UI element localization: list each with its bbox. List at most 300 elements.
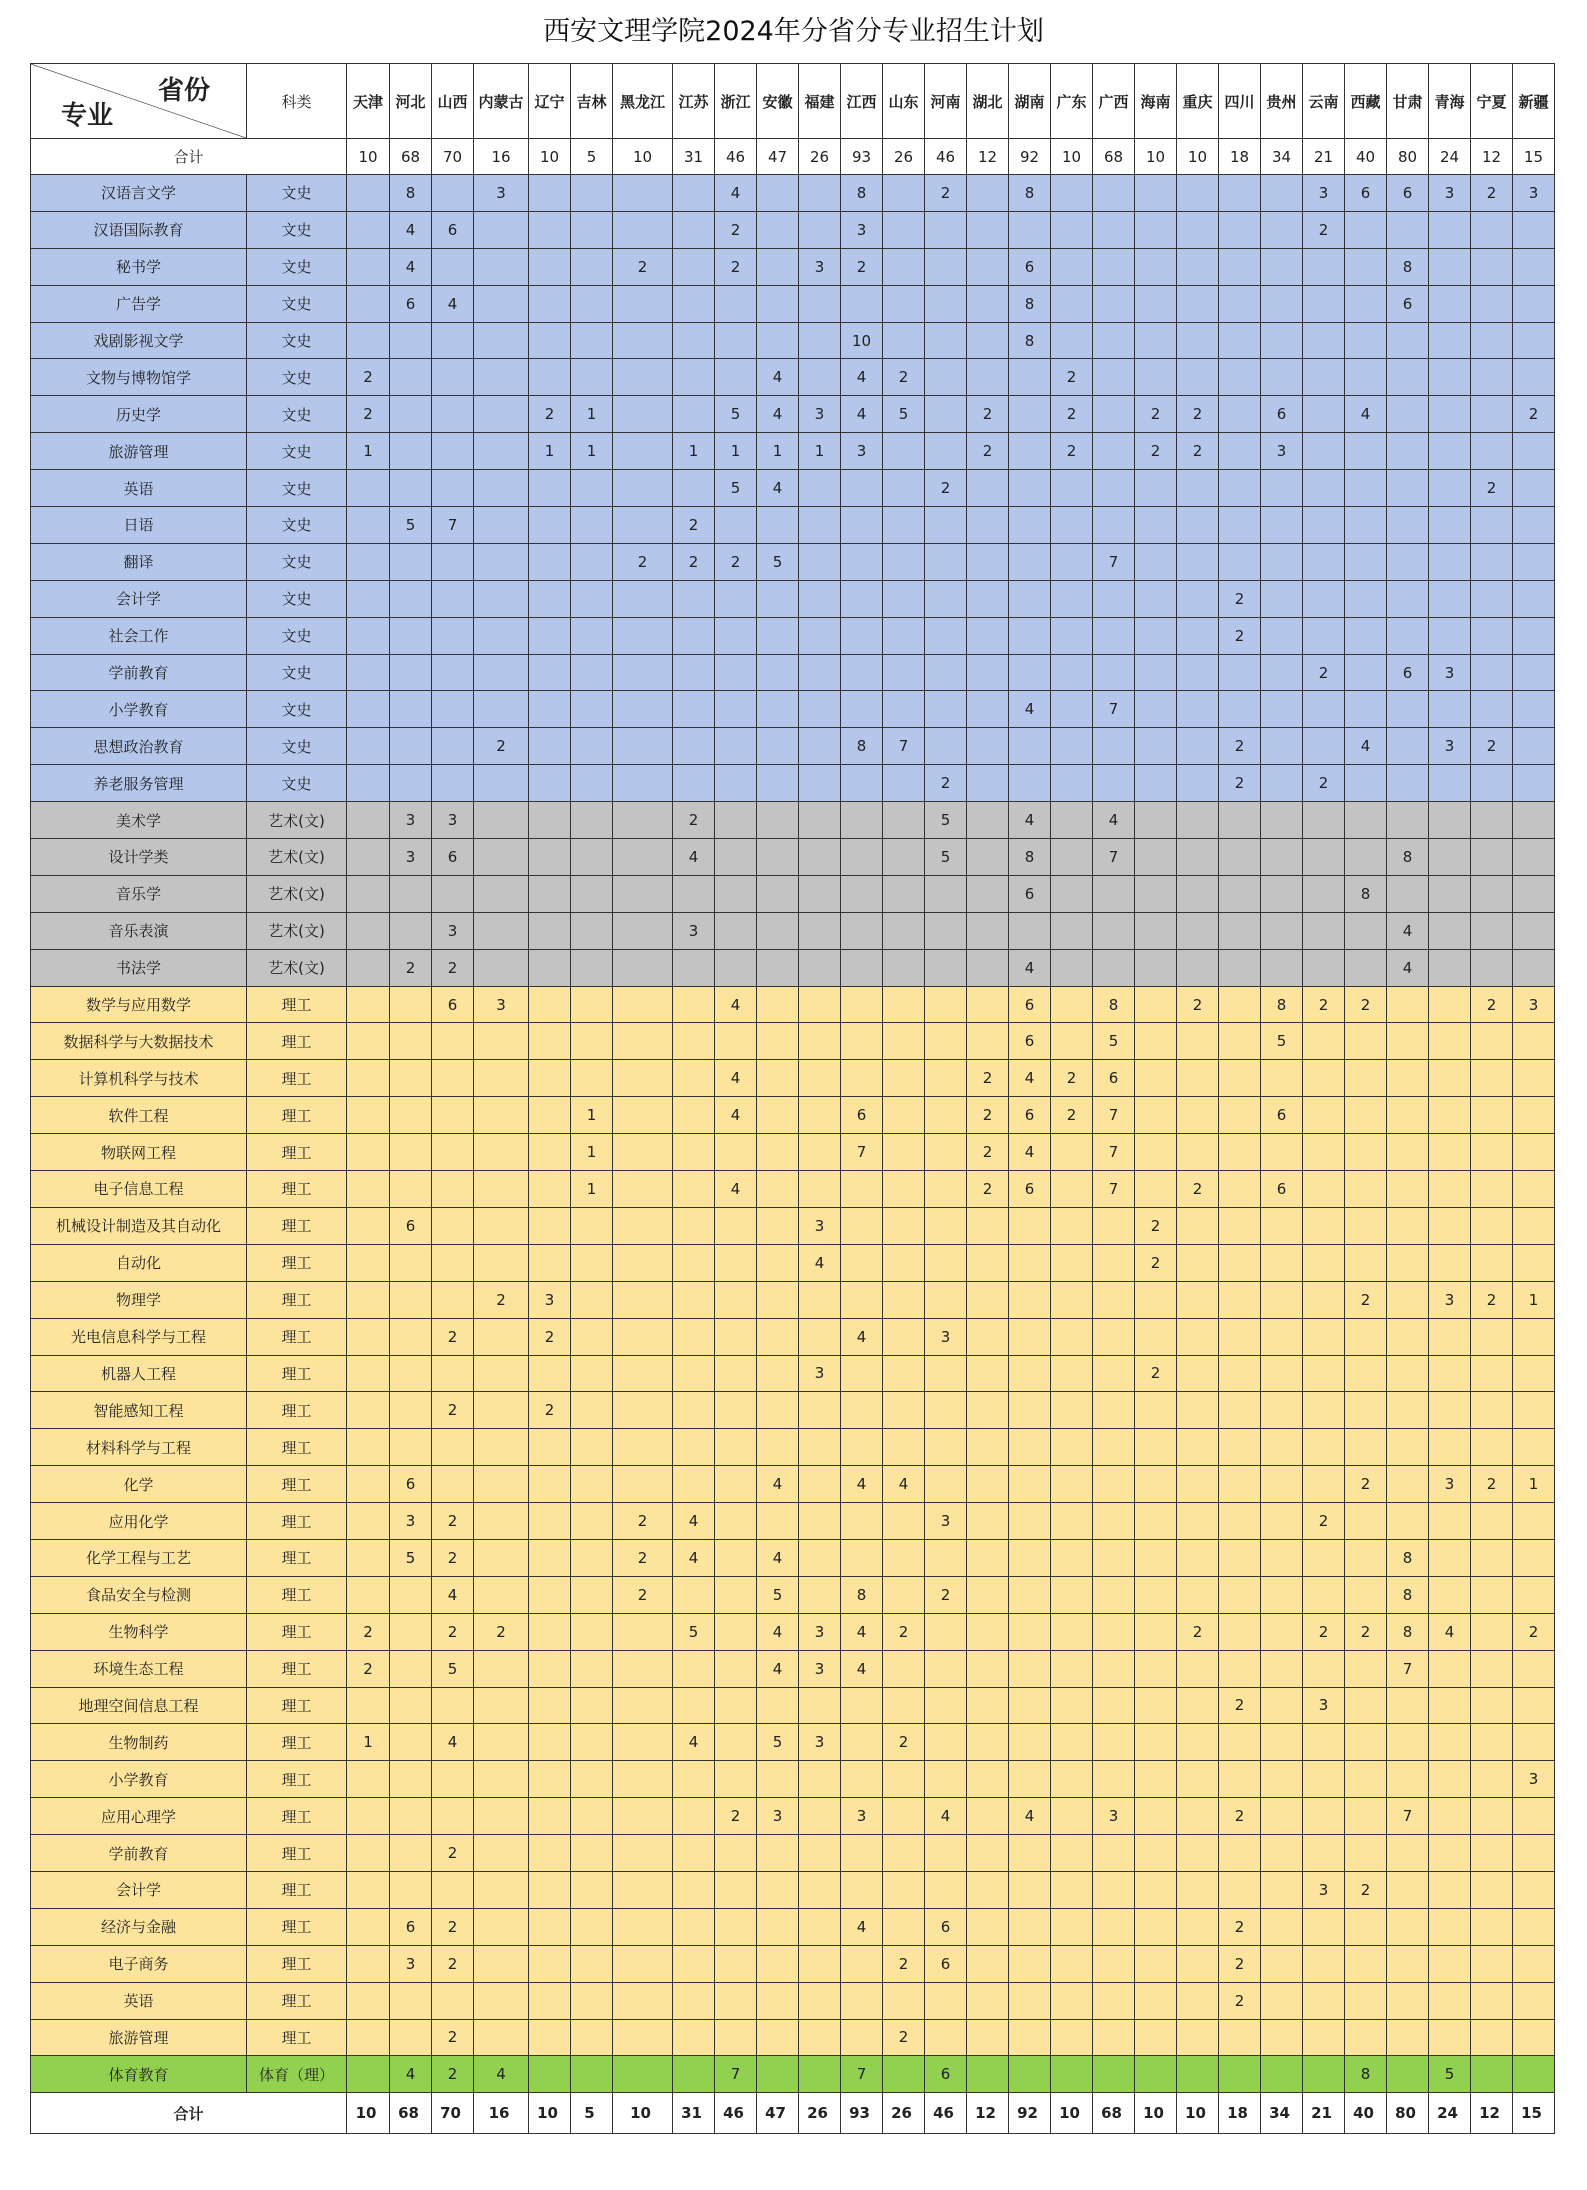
- quota-cell: [1177, 1576, 1219, 1613]
- quota-cell: [1387, 1207, 1429, 1244]
- quota-cell: [925, 543, 967, 580]
- quota-cell: [1429, 1171, 1471, 1208]
- quota-cell: [1513, 802, 1555, 839]
- quota-cell: [673, 396, 715, 433]
- quota-cell: 7: [1093, 1171, 1135, 1208]
- quota-cell: [529, 1207, 571, 1244]
- quota-cell: [1177, 1908, 1219, 1945]
- quota-cell: [1471, 1539, 1513, 1576]
- quota-cell: [1051, 285, 1093, 322]
- quota-cell: [1471, 1871, 1513, 1908]
- table-row: [31, 1429, 1555, 1466]
- quota-cell: [571, 1835, 613, 1872]
- quota-cell: [967, 1945, 1009, 1982]
- quota-cell: [1261, 802, 1303, 839]
- quota-cell: [1303, 1023, 1345, 1060]
- quota-cell: [613, 617, 673, 654]
- quota-cell: [1051, 1835, 1093, 1872]
- quota-cell: [1135, 1466, 1177, 1503]
- quota-cell: [1135, 211, 1177, 248]
- quota-cell: [1177, 507, 1219, 544]
- quota-cell: [925, 1539, 967, 1576]
- table-row: [31, 1281, 1555, 1318]
- quota-cell: [347, 728, 390, 765]
- quota-cell: [1051, 1429, 1093, 1466]
- quota-cell: [1093, 912, 1135, 949]
- quota-cell: [1051, 765, 1093, 802]
- quota-cell: [1219, 1171, 1261, 1208]
- quota-cell: [925, 1355, 967, 1392]
- quota-cell: 4: [390, 2056, 432, 2093]
- quota-cell: 1: [529, 433, 571, 470]
- quota-cell: [474, 1835, 529, 1872]
- quota-cell: [1387, 691, 1429, 728]
- quota-cell: 2: [1219, 1798, 1261, 1835]
- quota-cell: [571, 1798, 613, 1835]
- province-header: 江苏: [673, 64, 715, 139]
- quota-cell: [1177, 1798, 1219, 1835]
- quota-cell: [1009, 1318, 1051, 1355]
- quota-cell: [715, 839, 757, 876]
- quota-cell: [571, 1355, 613, 1392]
- quota-cell: 2: [1135, 1355, 1177, 1392]
- quota-cell: [1093, 1207, 1135, 1244]
- quota-cell: [390, 1171, 432, 1208]
- table-row: [31, 728, 1555, 765]
- quota-cell: [529, 1023, 571, 1060]
- quota-cell: [925, 248, 967, 285]
- quota-cell: [1471, 248, 1513, 285]
- province-header: 湖北: [967, 64, 1009, 139]
- quota-cell: [432, 433, 474, 470]
- quota-cell: 2: [474, 1613, 529, 1650]
- quota-cell: [1345, 912, 1387, 949]
- quota-cell: [1261, 322, 1303, 359]
- quota-cell: [967, 1687, 1009, 1724]
- quota-cell: [1093, 2019, 1135, 2056]
- quota-cell: [571, 1576, 613, 1613]
- total-value: 15: [1513, 139, 1555, 175]
- quota-cell: [1345, 359, 1387, 396]
- quota-cell: [1135, 1134, 1177, 1171]
- quota-cell: [390, 1134, 432, 1171]
- major-name: 音乐表演: [31, 912, 247, 949]
- quota-cell: 2: [1303, 211, 1345, 248]
- quota-cell: [474, 1908, 529, 1945]
- quota-cell: [1261, 1835, 1303, 1872]
- quota-cell: [390, 396, 432, 433]
- quota-cell: [571, 211, 613, 248]
- quota-cell: [1135, 765, 1177, 802]
- province-header: 河北: [390, 64, 432, 139]
- quota-cell: [1135, 1871, 1177, 1908]
- quota-cell: [1261, 728, 1303, 765]
- quota-cell: [799, 1097, 841, 1134]
- category-cell: 文史: [247, 433, 347, 470]
- quota-cell: [1177, 1318, 1219, 1355]
- quota-cell: [347, 617, 390, 654]
- quota-cell: [1429, 1687, 1471, 1724]
- quota-cell: [1177, 617, 1219, 654]
- quota-cell: [673, 211, 715, 248]
- quota-cell: [432, 1982, 474, 2019]
- table-row: [31, 396, 1555, 433]
- category-cell: 理工: [247, 1687, 347, 1724]
- quota-cell: [390, 1281, 432, 1318]
- quota-cell: 4: [841, 1650, 883, 1687]
- quota-cell: [1303, 1908, 1345, 1945]
- quota-cell: [1303, 617, 1345, 654]
- quota-cell: 3: [841, 433, 883, 470]
- quota-cell: [1261, 1798, 1303, 1835]
- quota-cell: [613, 1171, 673, 1208]
- quota-cell: [613, 839, 673, 876]
- quota-cell: [1345, 1724, 1387, 1761]
- quota-cell: [799, 1835, 841, 1872]
- quota-cell: [757, 2019, 799, 2056]
- quota-cell: [347, 1539, 390, 1576]
- quota-cell: [474, 1134, 529, 1171]
- quota-cell: [967, 543, 1009, 580]
- quota-cell: [529, 1429, 571, 1466]
- quota-cell: [1009, 359, 1051, 396]
- quota-cell: [841, 507, 883, 544]
- quota-cell: 2: [715, 248, 757, 285]
- quota-cell: 3: [841, 211, 883, 248]
- total-value: 68: [1093, 2093, 1135, 2134]
- quota-cell: 2: [1471, 175, 1513, 212]
- quota-cell: [347, 1908, 390, 1945]
- quota-cell: [883, 1687, 925, 1724]
- quota-cell: 4: [1009, 1060, 1051, 1097]
- quota-cell: [347, 248, 390, 285]
- quota-cell: 1: [347, 433, 390, 470]
- quota-cell: [1093, 359, 1135, 396]
- quota-cell: [1303, 2019, 1345, 2056]
- quota-cell: 2: [1051, 359, 1093, 396]
- quota-cell: [1051, 1023, 1093, 1060]
- quota-cell: [1261, 2019, 1303, 2056]
- quota-cell: [1135, 507, 1177, 544]
- quota-cell: [883, 1835, 925, 1872]
- province-header: 湖南: [1009, 64, 1051, 139]
- quota-cell: [1135, 1835, 1177, 1872]
- category-cell: 理工: [247, 1207, 347, 1244]
- quota-cell: [1009, 1613, 1051, 1650]
- quota-cell: [1513, 470, 1555, 507]
- quota-cell: [757, 1392, 799, 1429]
- quota-cell: [1303, 2056, 1345, 2093]
- quota-cell: [967, 1908, 1009, 1945]
- quota-cell: 3: [799, 1207, 841, 1244]
- quota-cell: [432, 248, 474, 285]
- quota-cell: [1387, 986, 1429, 1023]
- quota-cell: 4: [757, 396, 799, 433]
- quota-cell: [967, 1650, 1009, 1687]
- quota-cell: [673, 1355, 715, 1392]
- quota-cell: [571, 912, 613, 949]
- quota-cell: [1471, 1503, 1513, 1540]
- quota-cell: [432, 691, 474, 728]
- quota-cell: [799, 986, 841, 1023]
- quota-cell: 5: [1093, 1023, 1135, 1060]
- major-name: 生物制药: [31, 1724, 247, 1761]
- quota-cell: [474, 1023, 529, 1060]
- quota-cell: 4: [1345, 728, 1387, 765]
- quota-cell: [715, 507, 757, 544]
- quota-cell: 4: [757, 1539, 799, 1576]
- quota-cell: [347, 912, 390, 949]
- category-cell: 文史: [247, 543, 347, 580]
- quota-cell: [1345, 211, 1387, 248]
- quota-cell: [673, 470, 715, 507]
- quota-cell: 2: [883, 1945, 925, 1982]
- quota-cell: [1219, 1134, 1261, 1171]
- page-title: 西安文理学院2024年分省分专业招生计划: [543, 16, 1044, 47]
- quota-cell: [1513, 2056, 1555, 2093]
- quota-cell: [1051, 1281, 1093, 1318]
- quota-cell: 7: [1093, 839, 1135, 876]
- quota-cell: [1261, 1244, 1303, 1281]
- quota-cell: [1135, 802, 1177, 839]
- quota-cell: [1387, 1503, 1429, 1540]
- quota-cell: [347, 1392, 390, 1429]
- quota-cell: [1135, 1576, 1177, 1613]
- quota-cell: [613, 1023, 673, 1060]
- quota-cell: [1051, 802, 1093, 839]
- quota-cell: 7: [841, 1134, 883, 1171]
- total-value: 5: [571, 2093, 613, 2134]
- quota-cell: 2: [967, 433, 1009, 470]
- quota-cell: 10: [841, 322, 883, 359]
- quota-cell: [883, 470, 925, 507]
- quota-cell: [1345, 1687, 1387, 1724]
- quota-cell: [529, 1687, 571, 1724]
- quota-cell: [1135, 2056, 1177, 2093]
- quota-cell: [571, 1908, 613, 1945]
- quota-cell: [613, 1945, 673, 1982]
- quota-cell: [1051, 2056, 1093, 2093]
- category-cell: 文史: [247, 211, 347, 248]
- quota-cell: [841, 912, 883, 949]
- quota-cell: [347, 1798, 390, 1835]
- quota-cell: [1345, 1429, 1387, 1466]
- quota-cell: [1303, 728, 1345, 765]
- quota-cell: 2: [715, 211, 757, 248]
- quota-cell: 6: [925, 2056, 967, 2093]
- quota-cell: [757, 875, 799, 912]
- quota-cell: 2: [967, 1171, 1009, 1208]
- quota-cell: [1513, 1207, 1555, 1244]
- quota-cell: [883, 1207, 925, 1244]
- quota-cell: [799, 175, 841, 212]
- quota-cell: 6: [1345, 175, 1387, 212]
- quota-cell: 6: [390, 1908, 432, 1945]
- quota-cell: 2: [1219, 1982, 1261, 2019]
- quota-cell: 2: [1051, 1097, 1093, 1134]
- quota-cell: 3: [799, 1650, 841, 1687]
- quota-cell: [1135, 1613, 1177, 1650]
- quota-cell: [967, 1318, 1009, 1355]
- quota-cell: [1177, 1650, 1219, 1687]
- quota-cell: [1051, 1982, 1093, 2019]
- quota-cell: [347, 839, 390, 876]
- quota-cell: [715, 654, 757, 691]
- quota-cell: [1429, 1060, 1471, 1097]
- quota-cell: [1387, 1318, 1429, 1355]
- quota-cell: 4: [432, 285, 474, 322]
- quota-cell: 6: [1009, 1023, 1051, 1060]
- quota-cell: [1051, 1171, 1093, 1208]
- quota-cell: [673, 617, 715, 654]
- quota-cell: [1093, 654, 1135, 691]
- table-row: [31, 543, 1555, 580]
- quota-cell: [474, 1687, 529, 1724]
- quota-cell: [757, 1871, 799, 1908]
- quota-cell: [432, 1097, 474, 1134]
- quota-cell: [1051, 580, 1093, 617]
- quota-cell: [925, 617, 967, 654]
- major-name: 电子商务: [31, 1945, 247, 1982]
- quota-cell: 3: [799, 1613, 841, 1650]
- quota-cell: [1387, 211, 1429, 248]
- quota-cell: [715, 1576, 757, 1613]
- quota-cell: [529, 543, 571, 580]
- quota-cell: [1135, 1392, 1177, 1429]
- quota-cell: [673, 765, 715, 802]
- quota-cell: [474, 359, 529, 396]
- quota-cell: [1387, 1060, 1429, 1097]
- province-header: 西藏: [1345, 64, 1387, 139]
- quota-cell: 2: [1471, 728, 1513, 765]
- quota-cell: 8: [1387, 1576, 1429, 1613]
- quota-cell: [1303, 1097, 1345, 1134]
- quota-cell: [1177, 543, 1219, 580]
- quota-cell: 4: [757, 1466, 799, 1503]
- quota-cell: [715, 1281, 757, 1318]
- quota-cell: [1471, 1429, 1513, 1466]
- category-cell: 理工: [247, 1798, 347, 1835]
- quota-cell: [1261, 1761, 1303, 1798]
- quota-cell: [1387, 359, 1429, 396]
- quota-cell: [1303, 839, 1345, 876]
- total-value: 10: [347, 139, 390, 175]
- quota-cell: 2: [347, 396, 390, 433]
- quota-cell: 7: [841, 2056, 883, 2093]
- total-value: 31: [673, 2093, 715, 2134]
- quota-cell: [757, 1503, 799, 1540]
- quota-cell: [799, 1134, 841, 1171]
- table-row: [31, 1171, 1555, 1208]
- category-cell: 理工: [247, 1835, 347, 1872]
- quota-cell: 4: [925, 1798, 967, 1835]
- quota-cell: [1177, 1023, 1219, 1060]
- quota-cell: [883, 1171, 925, 1208]
- quota-cell: [715, 1871, 757, 1908]
- quota-cell: [529, 839, 571, 876]
- quota-cell: [757, 1134, 799, 1171]
- quota-cell: [673, 285, 715, 322]
- quota-cell: [715, 322, 757, 359]
- quota-cell: [1177, 1097, 1219, 1134]
- quota-cell: [925, 1244, 967, 1281]
- quota-cell: [1009, 396, 1051, 433]
- quota-cell: [883, 433, 925, 470]
- quota-cell: [799, 359, 841, 396]
- quota-cell: [1093, 1318, 1135, 1355]
- quota-cell: [757, 175, 799, 212]
- quota-cell: [1219, 1429, 1261, 1466]
- quota-cell: [474, 1097, 529, 1134]
- quota-cell: [925, 949, 967, 986]
- category-cell: 文史: [247, 359, 347, 396]
- total-value: 10: [1051, 2093, 1093, 2134]
- total-value: 34: [1261, 139, 1303, 175]
- quota-cell: [474, 470, 529, 507]
- quota-cell: 2: [347, 1613, 390, 1650]
- quota-cell: [347, 1982, 390, 2019]
- quota-cell: [1345, 1835, 1387, 1872]
- quota-cell: [432, 175, 474, 212]
- quota-cell: [529, 691, 571, 728]
- quota-cell: [1051, 1207, 1093, 1244]
- quota-cell: [1471, 1761, 1513, 1798]
- quota-cell: [1387, 1429, 1429, 1466]
- category-cell: 文史: [247, 322, 347, 359]
- table-row: [31, 1576, 1555, 1613]
- quota-cell: 2: [967, 396, 1009, 433]
- quota-cell: [673, 359, 715, 396]
- quota-cell: [1429, 617, 1471, 654]
- quota-cell: [1051, 1761, 1093, 1798]
- quota-cell: 2: [1471, 1466, 1513, 1503]
- quota-cell: 6: [925, 1908, 967, 1945]
- quota-cell: 3: [799, 1724, 841, 1761]
- table-row: [31, 470, 1555, 507]
- quota-cell: [967, 1982, 1009, 2019]
- quota-cell: [1345, 1392, 1387, 1429]
- quota-cell: 2: [432, 2056, 474, 2093]
- major-name: 体育教育: [31, 2056, 247, 2093]
- quota-cell: 7: [1387, 1650, 1429, 1687]
- quota-cell: [1345, 949, 1387, 986]
- quota-cell: [799, 765, 841, 802]
- quota-cell: [1513, 543, 1555, 580]
- quota-cell: [673, 1429, 715, 1466]
- quota-cell: 3: [1429, 728, 1471, 765]
- quota-cell: [1345, 470, 1387, 507]
- quota-cell: [799, 1871, 841, 1908]
- quota-cell: 4: [1009, 802, 1051, 839]
- quota-cell: [1429, 507, 1471, 544]
- quota-cell: [613, 322, 673, 359]
- quota-cell: [1177, 1871, 1219, 1908]
- quota-cell: [1093, 1835, 1135, 1872]
- quota-cell: [1303, 1798, 1345, 1835]
- quota-cell: [1387, 507, 1429, 544]
- quota-cell: 2: [1219, 617, 1261, 654]
- table-row: [31, 691, 1555, 728]
- major-name: 设计学类: [31, 839, 247, 876]
- quota-cell: [1009, 2056, 1051, 2093]
- quota-cell: [1219, 1613, 1261, 1650]
- quota-cell: [1051, 507, 1093, 544]
- quota-cell: [1303, 1466, 1345, 1503]
- quota-cell: [1051, 1687, 1093, 1724]
- total-value: 12: [1471, 2093, 1513, 2134]
- quota-cell: [1009, 1650, 1051, 1687]
- totals-label: 合计: [31, 2093, 347, 2134]
